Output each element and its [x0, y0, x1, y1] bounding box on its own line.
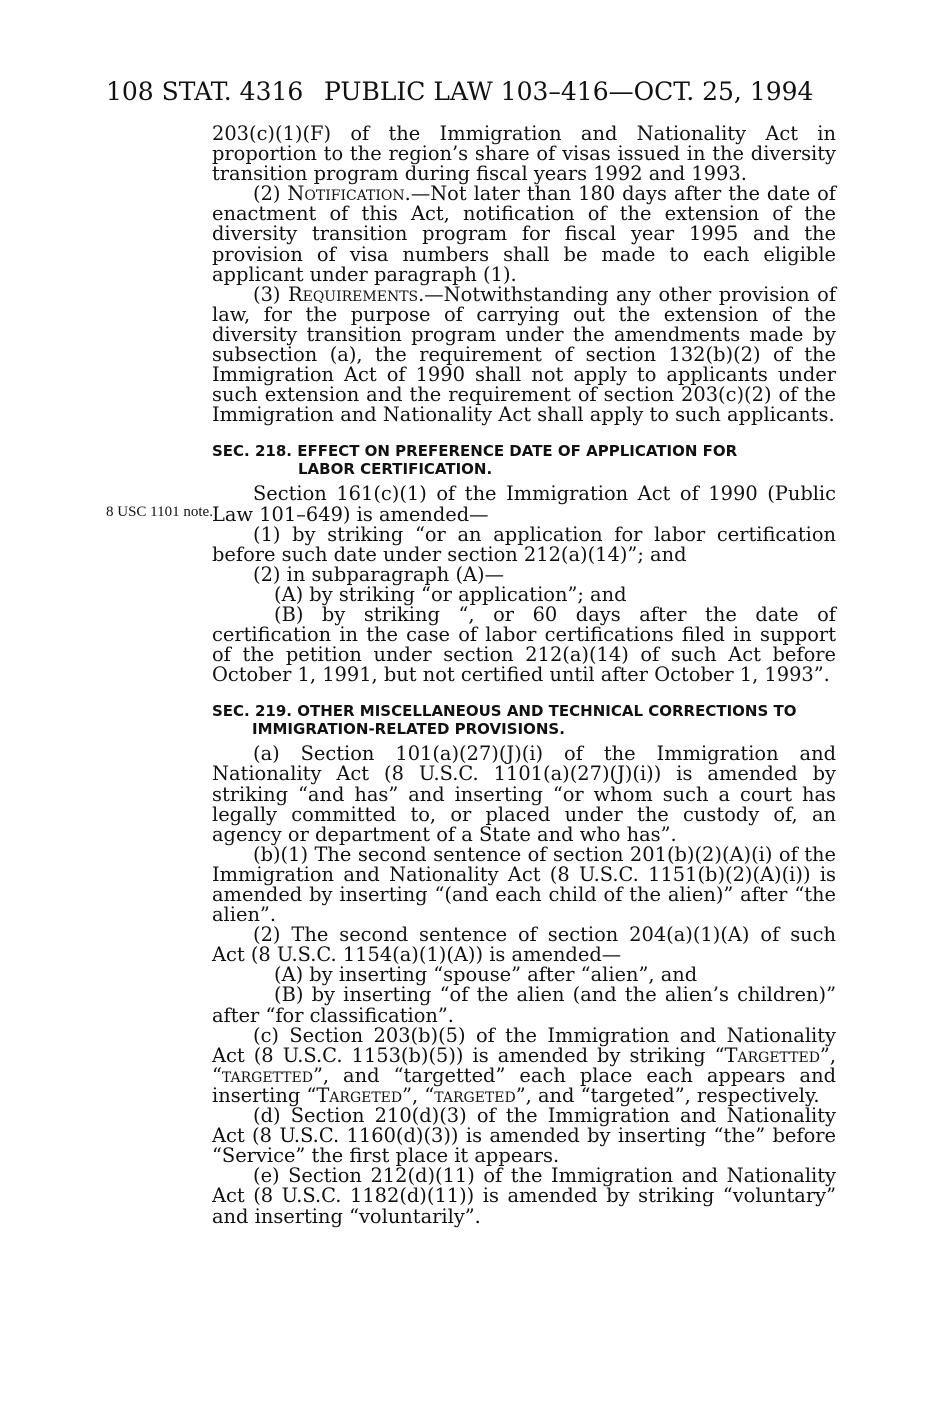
intro-paragraph: 203(c)(1)(F) of the Immigration and Nationality Act in proportion to the region’s share of visas issued in the diversity transition program during fiscal years 1992 and 1993.: [212, 122, 836, 186]
section-218-heading-line1: SEC. 218. EFFECT ON PREFERENCE DATE OF APPLICATION FOR: [212, 442, 738, 461]
section-219-heading-line2: IMMIGRATION-RELATED PROVISIONS.: [252, 720, 565, 739]
requirements-paragraph: [212, 282, 836, 427]
section-219-b2: (2) The second sentence of section 204(a)(1)(A) of such Act (8 U.S.C. 1154(a)(1)(A)) is amended—: [212, 923, 836, 967]
section-219-heading-line1: SEC. 219. OTHER MISCELLANEOUS AND TECHNICAL CORRECTIONS TO: [212, 702, 797, 721]
section-219-b2b: (B) by inserting “of the alien (and the alien’s children)” after “for classification”.: [212, 983, 836, 1027]
section-219-c-text-3: ”, and “targetted” each place each appears and inserting “: [212, 1063, 836, 1107]
section-218-item-1: (1) by striking “or an application for labor certification before such date under section 212(a)(14)”; and: [212, 522, 836, 566]
notification-heading: (2) Notification.: [253, 182, 411, 206]
section-219-c-text-1: (c) Section 203(b)(5) of the Immigration and Nationality Act (8 U.S.C. 1153(b)(5)) is amended by striking “: [212, 1023, 836, 1067]
section-219-b2a: (A) by inserting “spouse” after “alien”, and: [274, 963, 698, 987]
section-219-e: (e) Section 212(d)(11) of the Immigration and Nationality Act (8 U.S.C. 1182(d)(11)) is amended by striking “voluntary” and inserting “voluntarily”.: [212, 1164, 836, 1228]
section-219-c-smallcaps-3: Targeted: [316, 1083, 403, 1107]
page-body: [212, 124, 836, 1227]
section-219-c-smallcaps-4: targeted: [434, 1083, 516, 1107]
margin-note: 8 USC 1101 note.: [106, 504, 213, 520]
running-title: PUBLIC LAW 103–416—OCT. 25, 1994: [324, 77, 814, 106]
section-218-heading: [212, 442, 836, 478]
notification-text: —Not later than 180 days after the date of enactment of this Act, notification of the extension of the diversity transition program for fiscal year 1995 and the provision of visa numbers shall be made to each eligible applicant under paragraph (1).: [212, 182, 836, 286]
section-219-c-text-5: ”, and “targeted”, respectively.: [515, 1083, 820, 1107]
section-219-c-smallcaps-2: targetted: [221, 1063, 313, 1087]
page-header: [106, 76, 866, 108]
section-219-d: (d) Section 210(d)(3) of the Immigration and Nationality Act (8 U.S.C. 1160(d)(3)) is amended by inserting “the” before “Service” the first place it appears.: [212, 1104, 836, 1168]
notification-paragraph: [212, 184, 836, 284]
section-218-item-2a: (A) by striking “or application”; and: [274, 582, 627, 606]
section-219-c-smallcaps-1: Targetted: [724, 1043, 820, 1067]
section-219-c: [212, 1023, 836, 1107]
requirements-text: —Notwithstanding any other provision of law, for the purpose of carrying out the extension of the diversity transition program under the amendments made by subsection (a), the requirement of section 132(b)(2) of the Immigration Act of 1990 shall not apply to applicants under such extension and the requirement of section 203(c)(2) of the Immigration and Nationality Act shall apply to such applicants.: [212, 282, 836, 427]
section-219-heading: [212, 702, 836, 738]
stat-page-number: 108 STAT. 4316: [106, 77, 304, 106]
section-219-b1: (b)(1) The second sentence of section 201(b)(2)(A)(i) of the Immigration and Nationality Act (8 U.S.C. 1151(b)(2)(A)(i)) is amended by inserting “(and each child of the alien)” after “the alien”.: [212, 842, 836, 927]
section-218-item-2: (2) in subparagraph (A)—: [253, 562, 504, 586]
section-218-lead: Section 161(c)(1) of the Immigration Act of 1990 (Public Law 101–649) is amended—: [212, 482, 836, 526]
section-219-c-text-2: ”, “: [212, 1043, 836, 1087]
section-218-heading-line2: LABOR CERTIFICATION.: [298, 460, 493, 479]
requirements-heading: (3) Requirements.: [253, 282, 425, 306]
section-219-a: (a) Section 101(a)(27)(J)(i) of the Immigration and Nationality Act (8 U.S.C. 1101(a)(27)(J)(i)) is amended by striking “and has” and inserting “or whom such a court has legally committed to, or placed under the custody of, an agency or department of a State and who has”.: [212, 742, 836, 846]
section-219-c-text-4: ”, “: [402, 1083, 435, 1107]
section-218-item-2b: (B) by striking “, or 60 days after the date of certification in the case of labor certifications filed in support of the petition under section 212(a)(14) of such Act before October 1, 1991, but not certified until after October 1, 1993”.: [212, 602, 836, 687]
